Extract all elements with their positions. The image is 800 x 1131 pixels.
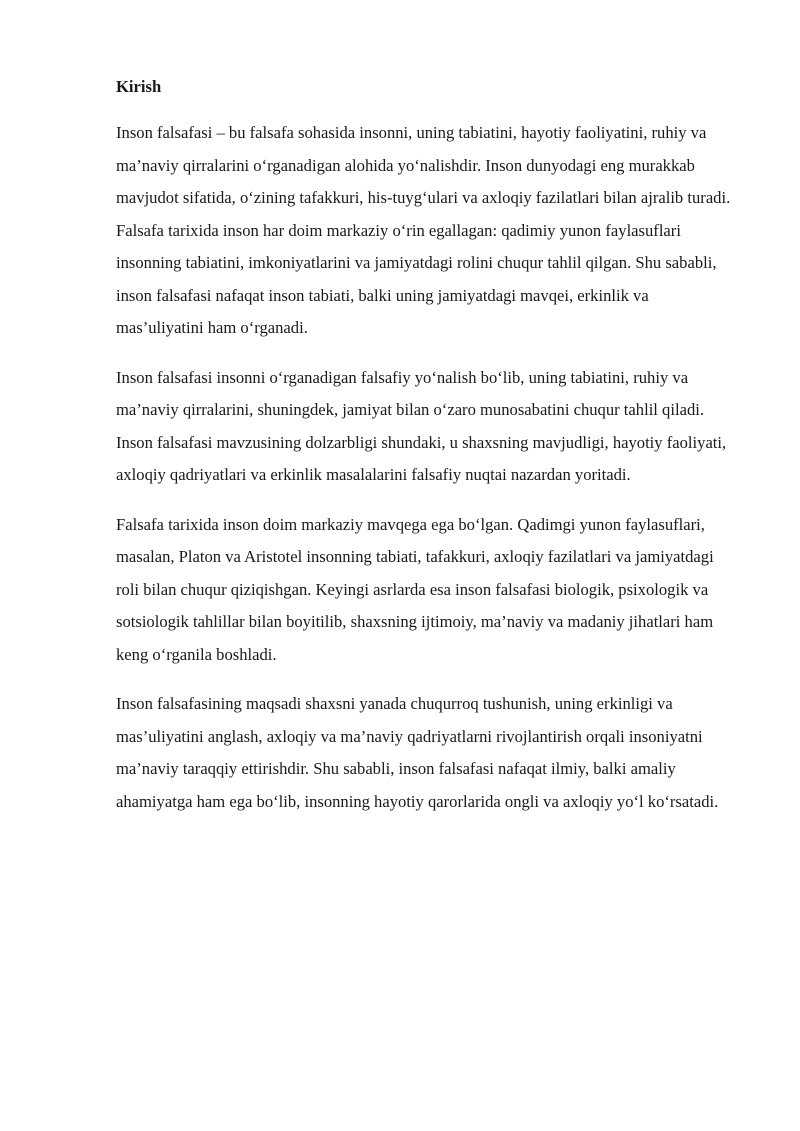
document-body	[116, 76, 734, 835]
paragraph-3: Falsafa tarixida inson doim markaziy mavqega ega bo‘lgan. Qadimgi yunon faylasuflari, masalan, Platon va Aristotel insonning tabiati, tafakkuri, axloqiy fazilatlari va jamiyatdagi roli bilan chuqur qiziqishgan. Keyingi asrlarda esa inson falsafasi biologik, psixologik va sotsiologik tahlillar bilan boyitilib, shaxsning ijtimoiy, ma’naviy va madaniy jihatlari ham keng o‘rganila boshladi.	[116, 514, 714, 664]
paragraph-2: Inson falsafasi insonni o‘rganadigan falsafiy yo‘nalish bo‘lib, uning tabiatini, ruhiy va ma’naviy qirralarini, shuningdek, jamiyat bilan o‘zaro munosabatini chuqur tahlil qiladi. Inson falsafasi mavzusining dolzarbligi shundaki, u shaxsning mavjudligi, hayotiy faoliyati, axloqiy qadriyatlari va erkinlik masalalarini falsafiy nuqtai nazardan yoritadi.	[116, 367, 727, 484]
paragraph-4: Inson falsafasining maqsadi shaxsni yanada chuqurroq tushunish, uning erkinligi va mas’uliyatini anglash, axloqiy va ma’naviy qadriyatlarni rivojlantirish orqali insoniyatni ma’naviy taraqqiy ettirishdir. Shu sababli, inson falsafasi nafaqat ilmiy, balki amaliy ahamiyatga ham ega bo‘lib, insonning hayotiy qarorlarida ongli va axloqiy yo‘l ko‘rsatadi.	[116, 694, 719, 811]
section-heading: Kirish	[116, 77, 162, 96]
paragraph-1: Inson falsafasi – bu falsafa sohasida insonni, uning tabiatini, hayotiy faoliyatini, ruhiy va ma’naviy qirralarini o‘rganadigan alohida yo‘nalishdir. Inson dunyodagi eng murakkab mavjudot sifatida, o‘zining tafakkuri, his-tuyg‘ulari va axloqiy fazilatlari bilan ajralib turadi. Falsafa tarixida inson har doim markaziy o‘rin egallagan: qadimiy yunon faylasuflari insonning tabiatini, imkoniyatlarini va jamiyatdagi rolini chuqur tahlil qilgan. Shu sababli, inson falsafasi nafaqat inson tabiati, balki uning jamiyatdagi mavqei, erkinlik va mas’uliyatini ham o‘rganadi.	[116, 123, 731, 337]
